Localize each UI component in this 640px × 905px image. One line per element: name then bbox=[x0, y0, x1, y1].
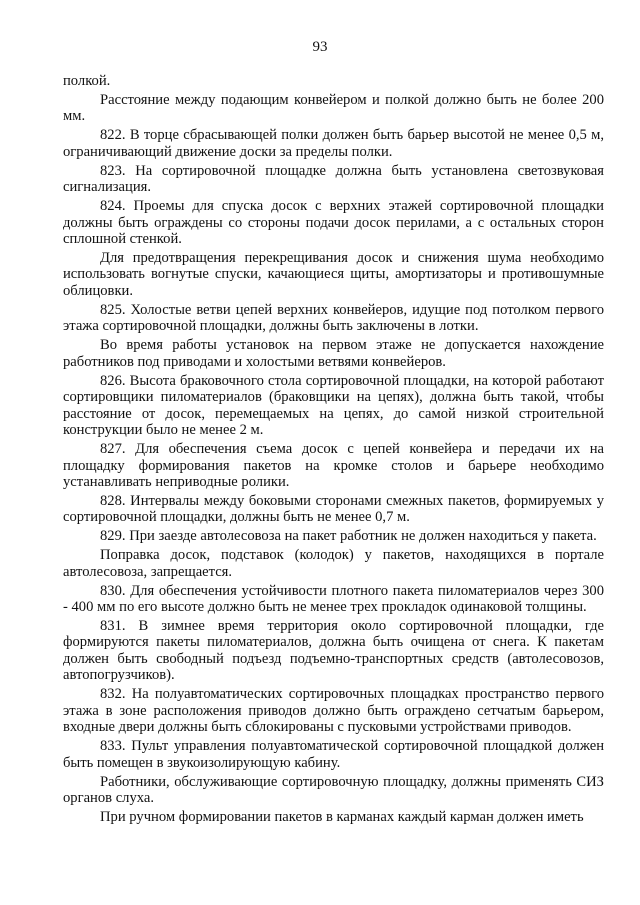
paragraph-830: 830. Для обеспечения устойчивости плотного пакета пиломатериалов через 300 - 400 мм по его высоте должно быть не менее трех прокладок одинаковой толщины. bbox=[63, 582, 604, 616]
paragraph-826: 826. Высота браковочного стола сортировочной площадки, на которой работают сортировщики пиломатериалов (браковщики на цепях), должна быть такой, чтобы расстояние от досок, перемещаемых на цепях, до самой низкой строительной конструкции было не менее 2 м. bbox=[63, 372, 604, 439]
paragraph-823: 823. На сортировочной площадке должна быть установлена светозвуковая сигнализация. bbox=[63, 162, 604, 196]
paragraph: Поправка досок, подставок (колодок) у пакетов, находящихся в портале автолесовоза, запрещается. bbox=[63, 547, 604, 580]
paragraph-828: 828. Интервалы между боковыми сторонами смежных пакетов, формируемых у сортировочной площадки, должны быть не менее 0,7 м. bbox=[63, 492, 604, 526]
body-text bbox=[63, 73, 604, 828]
paragraph-829: 829. При заезде автолесовоза на пакет работник не должен находиться у пакета. bbox=[100, 528, 597, 545]
paragraph: Работники, обслуживающие сортировочную площадку, должны применять СИЗ органов слуха. bbox=[63, 773, 604, 807]
paragraph-831: 831. В зимнее время территория около сортировочной площадки, где формируются пакеты пиломатериалов, должна быть очищена от снега. К пакетам должен быть свободный подъезд подъемно-транспортных средств (автолесовозов, автопогрузчиков). bbox=[63, 617, 604, 684]
paragraph-827: 827. Для обеспечения съема досок с цепей конвейера и передачи их на площадку формирования пакетов на кромке столов и барьере необходимо устанавливать неприводные ролики. bbox=[63, 441, 604, 491]
paragraph: Расстояние между подающим конвейером и полкой должно быть не более 200 мм. bbox=[63, 91, 604, 125]
paragraph: При ручном формировании пакетов в карманах каждый карман должен иметь bbox=[100, 809, 584, 826]
paragraph-822: 822. В торце сбрасывающей полки должен быть барьер высотой не менее 0,5 м, ограничивающий движение доски за пределы полки. bbox=[63, 127, 604, 160]
paragraph-continuation: полкой. bbox=[63, 73, 111, 89]
paragraph-833: 833. Пульт управления полуавтоматической сортировочной площадкой должен быть помещен в звукоизолирующую кабину. bbox=[63, 738, 604, 771]
paragraph: Для предотвращения перекрещивания досок и снижения шума необходимо использовать вогнутые спуски, качающиеся щиты, амортизаторы и противошумные облицовки. bbox=[63, 249, 604, 299]
paragraph-825: 825. Холостые ветви цепей верхних конвейеров, идущие под потолком первого этажа сортировочной площадки, должны быть заключены в лотки. bbox=[63, 301, 604, 335]
page-number: 93 bbox=[312, 39, 328, 55]
paragraph-824: 824. Проемы для спуска досок с верхних этажей сортировочной площадки должны быть ограждены со стороны подачи досок перилами, а с остальных сторон сплошной стенкой. bbox=[63, 198, 604, 248]
paragraph-832: 832. На полуавтоматических сортировочных площадках пространство первого этажа в зоне расположения приводов должно быть ограждено сетчатым барьером, входные двери должны быть сблокированы с пусковыми устройствами приводов. bbox=[63, 686, 604, 736]
paragraph: Во время работы установок на первом этаже не допускается нахождение работников под приводами и холостыми ветвями конвейеров. bbox=[63, 337, 604, 370]
